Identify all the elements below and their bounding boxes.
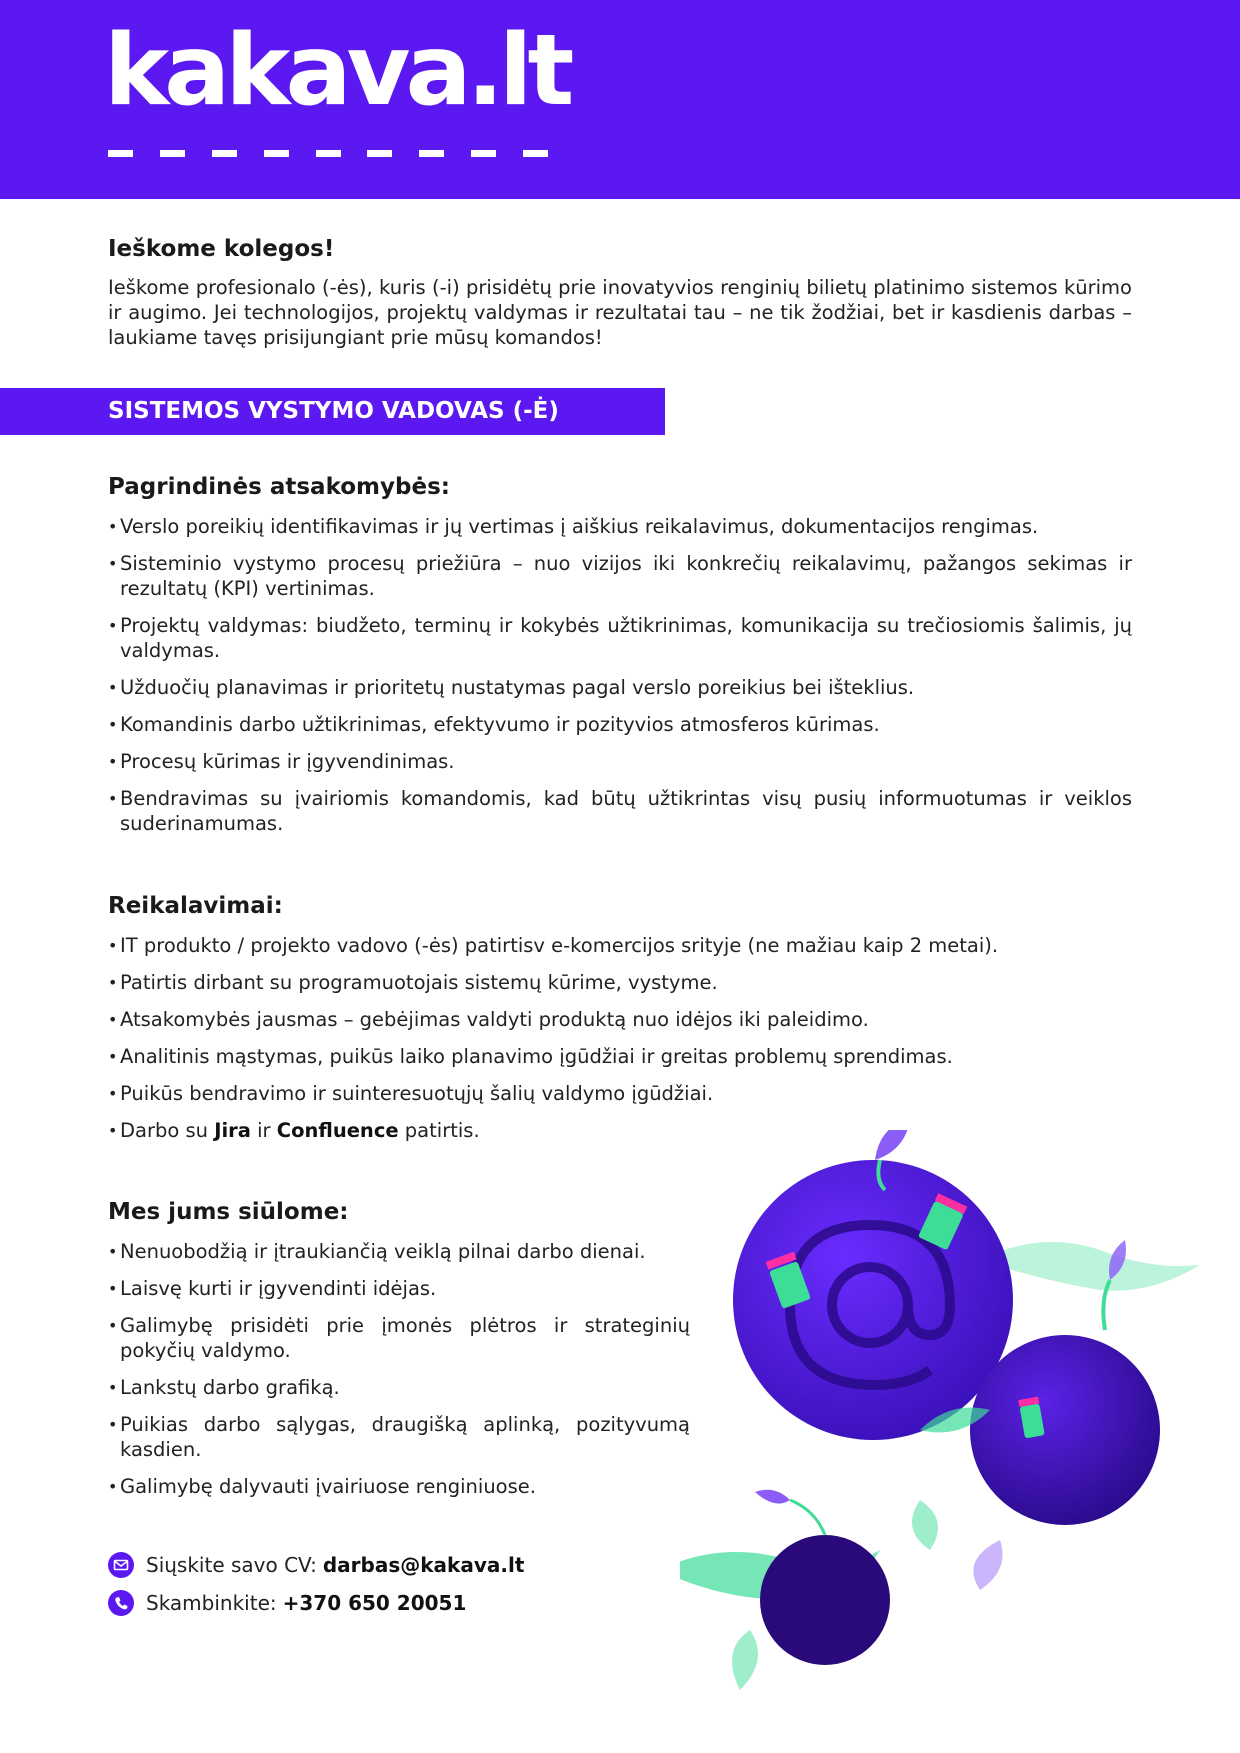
right-planet: [970, 1335, 1160, 1525]
position-title: SISTEMOS VYSTYMO VADOVAS (-Ė): [108, 398, 559, 424]
list-item: • Atsakomybės jausmas – gebėjimas valdyti produktą nuo idėjos iki paleidimo.: [108, 1007, 1132, 1032]
responsibilities-title: Pagrindinės atsakomybės:: [108, 474, 450, 500]
list-item: • Puikūs bendravimo ir suinteresuotųjų šalių valdymo įgūdžiai.: [108, 1081, 1132, 1106]
list-item: • Nenuobodžią ir įtraukiančią veiklą pilnai darbo dienai.: [108, 1239, 690, 1264]
confluence-label: Confluence: [276, 1119, 399, 1142]
list-item: • Užduočių planavimas ir prioritetų nustatymas pagal verslo poreikius bei išteklius.: [108, 675, 1132, 700]
list-item: • Lankstų darbo grafiką.: [108, 1375, 690, 1400]
list-item: • Galimybę dalyvauti įvairiuose renginiuose.: [108, 1474, 690, 1499]
contact-phone-row: [108, 1590, 466, 1616]
list-item: • Procesų kūrimas ir įgyvendinimas.: [108, 749, 1132, 774]
list-item: • IT produkto / projekto vadovo (-ės) patirtisv e-komercijos srityje (ne mažiau kaip 2 metai).: [108, 933, 1132, 958]
leaf-icon: [875, 1130, 910, 1160]
intro-text: Ieškome profesionalo (-ės), kuris (-i) prisidėtų prie inovatyvios renginių bilietų platinimo sistemos kūrimo ir augimo. Jei technologijos, projektų valdymas ir rezultatai tau – ne tik žodžiai, bet ir kasdienis darbas – laukiame tavęs prisijungiant prie mūsų komandos!: [108, 276, 1132, 349]
logo-dash-underline: [108, 150, 548, 158]
list-item: • Patirtis dirbant su programuotojais sistemų kūrime, vystyme.: [108, 970, 1132, 995]
list-item: • Verslo poreikių identifikavimas ir jų vertimas į aiškius reikalavimus, dokumentacijos rengimas.: [108, 514, 1132, 539]
cv-label: Siųskite savo CV:: [146, 1553, 317, 1577]
jira-label: Jira: [214, 1119, 251, 1142]
list-item: • Bendravimas su įvairiomis komandomis, kad būtų užtikrintas visų pusių informuotumas ir veiklos suderinamumas.: [108, 786, 1132, 836]
intro-title: Ieškome kolegos!: [108, 236, 335, 262]
requirements-title: Reikalavimai:: [108, 893, 283, 919]
email-link[interactable]: darbas@kakava.lt: [322, 1553, 525, 1577]
requirements-list: [108, 933, 1132, 1155]
list-item: • Projektų valdymas: biudžeto, terminų ir kokybės užtikrinimas, komunikacija su trečiosiomis šalimis, jų valdymas.: [108, 613, 1132, 663]
position-banner: [0, 388, 665, 435]
header-banner: [0, 0, 1240, 199]
big-planet: [733, 1160, 1013, 1440]
list-item: • Galimybę prisidėti prie įmonės plėtros ir strateginių pokyčių valdymo.: [108, 1313, 690, 1363]
offer-title: Mes jums siūlome:: [108, 1199, 349, 1225]
leaf-icon: [912, 1500, 938, 1550]
contact-email-row: [108, 1552, 524, 1578]
phone-icon: [108, 1590, 134, 1616]
leaf-icon: [755, 1490, 790, 1504]
leaf-icon: [973, 1540, 1002, 1590]
decorative-illustration: [680, 1130, 1240, 1690]
list-item: • Analitinis mąstymas, puikūs laiko planavimo įgūdžiai ir greitas problemų sprendimas.: [108, 1044, 1132, 1069]
small-planet: [760, 1535, 890, 1665]
phone-label: Skambinkite:: [146, 1591, 277, 1615]
list-item: • Darbo su Jira ir Confluence patirtis.: [108, 1118, 1132, 1143]
phone-link[interactable]: +370 650 20051: [282, 1591, 467, 1615]
leaf-icon: [732, 1630, 758, 1690]
offer-list: [108, 1239, 690, 1511]
envelope-icon: [108, 1552, 134, 1578]
list-item: • Komandinis darbo užtikrinimas, efektyvumo ir pozityvios atmosferos kūrimas.: [108, 712, 1132, 737]
list-item: • Puikias darbo sąlygas, draugišką aplinką, pozityvumą kasdien.: [108, 1412, 690, 1462]
kakava-logo[interactable]: kakava.lt: [104, 14, 570, 128]
green-splash: [980, 1242, 1200, 1291]
responsibilities-list: [108, 514, 1132, 848]
list-item: • Sisteminio vystymo procesų priežiūra – nuo vizijos iki konkrečių reikalavimų, pažangos sekimas ir rezultatų (KPI) vertinimas.: [108, 551, 1132, 601]
list-item: • Laisvę kurti ir įgyvendinti idėjas.: [108, 1276, 690, 1301]
